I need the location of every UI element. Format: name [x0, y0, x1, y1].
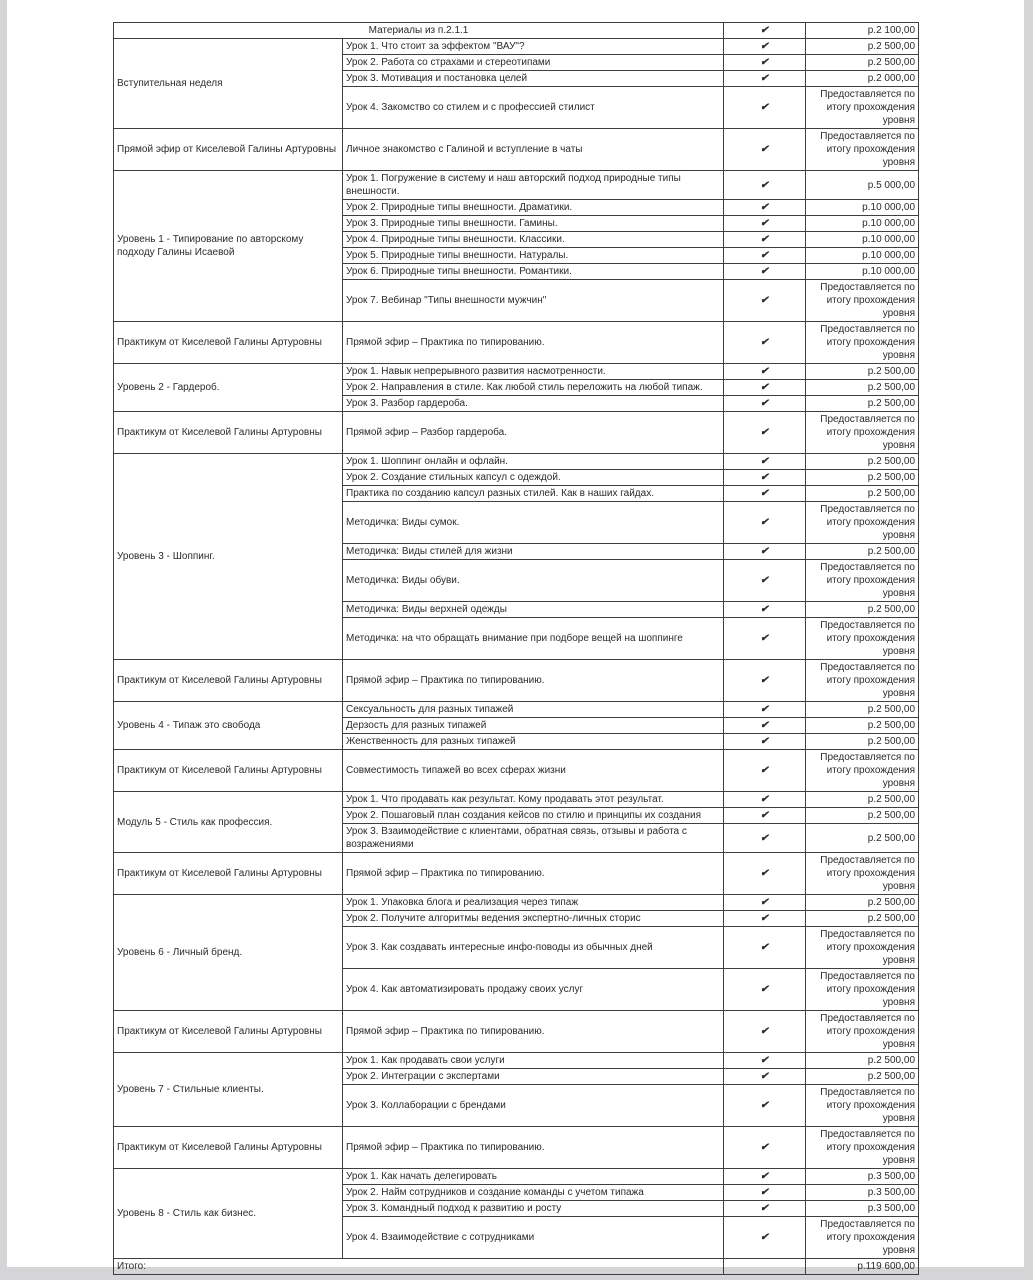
price-cell: р.2 500,00	[806, 470, 919, 486]
checkmark-icon: ✔	[724, 1053, 806, 1069]
checkmark-icon: ✔	[724, 1169, 806, 1185]
lesson-name-cell: Методичка: на что обращать внимание при подборе вещей на шоппинге	[343, 618, 724, 660]
checkmark-icon: ✔	[724, 248, 806, 264]
price-cell: р.2 500,00	[806, 808, 919, 824]
price-cell: р.2 500,00	[806, 364, 919, 380]
checkmark-icon: ✔	[724, 364, 806, 380]
price-cell: р.10 000,00	[806, 216, 919, 232]
price-cell: р.3 500,00	[806, 1169, 919, 1185]
page-edge-left	[0, 0, 7, 1280]
lesson-name-cell: Урок 2. Найм сотрудников и создание команды с учетом типажа	[343, 1185, 724, 1201]
table-row	[114, 1053, 919, 1069]
lesson-name-cell: Урок 2. Создание стильных капсул с одеждой.	[343, 470, 724, 486]
table-row	[114, 1169, 919, 1185]
lesson-name-cell: Методичка: Виды обуви.	[343, 560, 724, 602]
empty-check-cell	[724, 1259, 806, 1275]
checkmark-icon: ✔	[724, 55, 806, 71]
table-row	[114, 454, 919, 470]
section-name-cell: Практикум от Киселевой Галины Артуровны	[114, 853, 343, 895]
lesson-name-cell: Урок 3. Природные типы внешности. Гамины.	[343, 216, 724, 232]
lesson-name-cell: Урок 4. Природные типы внешности. Классики.	[343, 232, 724, 248]
checkmark-icon: ✔	[724, 1201, 806, 1217]
price-cell: р.2 500,00	[806, 702, 919, 718]
checkmark-icon: ✔	[724, 824, 806, 853]
table-row	[114, 39, 919, 55]
checkmark-icon: ✔	[724, 23, 806, 39]
table-row	[114, 702, 919, 718]
checkmark-icon: ✔	[724, 560, 806, 602]
checkmark-icon: ✔	[724, 853, 806, 895]
lesson-name-cell: Прямой эфир – Практика по типированию.	[343, 853, 724, 895]
lesson-name-cell: Урок 2. Природные типы внешности. Драматики.	[343, 200, 724, 216]
checkmark-icon: ✔	[724, 660, 806, 702]
checkmark-icon: ✔	[724, 792, 806, 808]
section-name-cell: Практикум от Киселевой Галины Артуровны	[114, 1127, 343, 1169]
lesson-name-cell: Урок 2. Направления в стиле. Как любой стиль переложить на любой типаж.	[343, 380, 724, 396]
section-name-cell: Уровень 8 - Стиль как бизнес.	[114, 1169, 343, 1259]
lesson-name-cell: Прямой эфир – Практика по типированию.	[343, 1011, 724, 1053]
section-name-cell: Уровень 7 - Стильные клиенты.	[114, 1053, 343, 1127]
table-row	[114, 1127, 919, 1169]
provided-on-completion-cell: Предоставляется по итогу прохождения уровня	[806, 87, 919, 129]
lesson-name-cell: Сексуальность для разных типажей	[343, 702, 724, 718]
provided-on-completion-cell: Предоставляется по итогу прохождения уровня	[806, 660, 919, 702]
lesson-name-cell: Урок 3. Разбор гардероба.	[343, 396, 724, 412]
provided-on-completion-cell: Предоставляется по итогу прохождения уровня	[806, 750, 919, 792]
lesson-name-cell: Методичка: Виды верхней одежды	[343, 602, 724, 618]
section-name-cell: Практикум от Киселевой Галины Артуровны	[114, 750, 343, 792]
price-cell: р.2 500,00	[806, 396, 919, 412]
checkmark-icon: ✔	[724, 602, 806, 618]
price-cell: р.3 500,00	[806, 1185, 919, 1201]
lesson-name-cell: Прямой эфир – Практика по типированию.	[343, 1127, 724, 1169]
materials-title-cell: Материалы из п.2.1.1	[114, 23, 724, 39]
provided-on-completion-cell: Предоставляется по итогу прохождения уровня	[806, 412, 919, 454]
checkmark-icon: ✔	[724, 808, 806, 824]
section-name-cell: Практикум от Киселевой Галины Артуровны	[114, 660, 343, 702]
checkmark-icon: ✔	[724, 216, 806, 232]
lesson-name-cell: Урок 1. Что стоит за эффектом "ВАУ"?	[343, 39, 724, 55]
checkmark-icon: ✔	[724, 1069, 806, 1085]
checkmark-icon: ✔	[724, 1127, 806, 1169]
price-cell: р.2 500,00	[806, 911, 919, 927]
provided-on-completion-cell: Предоставляется по итогу прохождения уровня	[806, 1217, 919, 1259]
checkmark-icon: ✔	[724, 322, 806, 364]
course-pricing-table-container	[113, 22, 919, 1275]
section-name-cell: Уровень 3 - Шоппинг.	[114, 454, 343, 660]
checkmark-icon: ✔	[724, 895, 806, 911]
provided-on-completion-cell: Предоставляется по итогу прохождения уровня	[806, 927, 919, 969]
table-row	[114, 364, 919, 380]
price-cell: р.2 500,00	[806, 792, 919, 808]
lesson-name-cell: Женственность для разных типажей	[343, 734, 724, 750]
table-row	[114, 660, 919, 702]
checkmark-icon: ✔	[724, 380, 806, 396]
checkmark-icon: ✔	[724, 734, 806, 750]
table-row	[114, 792, 919, 808]
table-row	[114, 895, 919, 911]
price-cell: р.10 000,00	[806, 232, 919, 248]
checkmark-icon: ✔	[724, 71, 806, 87]
checkmark-icon: ✔	[724, 911, 806, 927]
section-name-cell: Практикум от Киселевой Галины Артуровны	[114, 412, 343, 454]
checkmark-icon: ✔	[724, 1185, 806, 1201]
provided-on-completion-cell: Предоставляется по итогу прохождения уровня	[806, 853, 919, 895]
section-name-cell: Практикум от Киселевой Галины Артуровны	[114, 1011, 343, 1053]
table-row	[114, 1011, 919, 1053]
checkmark-icon: ✔	[724, 927, 806, 969]
page-edge-right	[1024, 0, 1033, 1280]
checkmark-icon: ✔	[724, 39, 806, 55]
price-cell: р.2 500,00	[806, 486, 919, 502]
lesson-name-cell: Урок 1. Шоппинг онлайн и офлайн.	[343, 454, 724, 470]
price-cell: р.2 500,00	[806, 55, 919, 71]
provided-on-completion-cell: Предоставляется по итогу прохождения уровня	[806, 1127, 919, 1169]
table-row	[114, 171, 919, 200]
section-name-cell: Вступительная неделя	[114, 39, 343, 129]
provided-on-completion-cell: Предоставляется по итогу прохождения уровня	[806, 322, 919, 364]
checkmark-icon: ✔	[724, 171, 806, 200]
lesson-name-cell: Урок 5. Природные типы внешности. Натуралы.	[343, 248, 724, 264]
price-cell: р.2 000,00	[806, 71, 919, 87]
section-name-cell: Модуль 5 - Стиль как профессия.	[114, 792, 343, 853]
lesson-name-cell: Урок 6. Природные типы внешности. Романтики.	[343, 264, 724, 280]
checkmark-icon: ✔	[724, 412, 806, 454]
lesson-name-cell: Урок 3. Как создавать интересные инфо-поводы из обычных дней	[343, 927, 724, 969]
checkmark-icon: ✔	[724, 129, 806, 171]
lesson-name-cell: Урок 1. Что продавать как результат. Кому продавать этот результат.	[343, 792, 724, 808]
price-cell: р.2 500,00	[806, 1053, 919, 1069]
price-cell: р.2 500,00	[806, 718, 919, 734]
lesson-name-cell: Урок 3. Коллаборации с брендами	[343, 1085, 724, 1127]
lesson-name-cell: Урок 3. Мотивация и постановка целей	[343, 71, 724, 87]
lesson-name-cell: Урок 1. Как продавать свои услуги	[343, 1053, 724, 1069]
provided-on-completion-cell: Предоставляется по итогу прохождения уровня	[806, 502, 919, 544]
table-row	[114, 129, 919, 171]
course-table-body	[114, 23, 919, 1275]
price-cell: р.2 500,00	[806, 602, 919, 618]
section-name-cell: Прямой эфир от Киселевой Галины Артуровны	[114, 129, 343, 171]
price-cell: р.5 000,00	[806, 171, 919, 200]
provided-on-completion-cell: Предоставляется по итогу прохождения уровня	[806, 1085, 919, 1127]
price-cell: р.2 500,00	[806, 895, 919, 911]
lesson-name-cell: Урок 7. Вебинар "Типы внешности мужчин"	[343, 280, 724, 322]
lesson-name-cell: Урок 3. Взаимодействие с клиентами, обратная связь, отзывы и работа с возражениями	[343, 824, 724, 853]
checkmark-icon: ✔	[724, 87, 806, 129]
price-cell: р.2 500,00	[806, 454, 919, 470]
section-name-cell: Уровень 4 - Типаж это свобода	[114, 702, 343, 750]
checkmark-icon: ✔	[724, 470, 806, 486]
lesson-name-cell: Урок 2. Пошаговый план создания кейсов по стилю и принципы их создания	[343, 808, 724, 824]
checkmark-icon: ✔	[724, 718, 806, 734]
checkmark-icon: ✔	[724, 502, 806, 544]
checkmark-icon: ✔	[724, 232, 806, 248]
provided-on-completion-cell: Предоставляется по итогу прохождения уровня	[806, 618, 919, 660]
price-cell: р.2 500,00	[806, 734, 919, 750]
lesson-name-cell: Личное знакомство с Галиной и вступление в чаты	[343, 129, 724, 171]
lesson-name-cell: Совместимость типажей во всех сферах жизни	[343, 750, 724, 792]
lesson-name-cell: Урок 1. Погружение в систему и наш авторский подход природные типы внешности.	[343, 171, 724, 200]
price-cell: р.2 500,00	[806, 380, 919, 396]
price-cell: р.10 000,00	[806, 248, 919, 264]
checkmark-icon: ✔	[724, 969, 806, 1011]
lesson-name-cell: Урок 2. Интеграции с экспертами	[343, 1069, 724, 1085]
price-cell: р.2 500,00	[806, 1069, 919, 1085]
provided-on-completion-cell: Предоставляется по итогу прохождения уровня	[806, 129, 919, 171]
checkmark-icon: ✔	[724, 618, 806, 660]
lesson-name-cell: Прямой эфир – Разбор гардероба.	[343, 412, 724, 454]
checkmark-icon: ✔	[724, 486, 806, 502]
price-cell: р.2 500,00	[806, 544, 919, 560]
checkmark-icon: ✔	[724, 1085, 806, 1127]
checkmark-icon: ✔	[724, 264, 806, 280]
price-cell: р.2 500,00	[806, 824, 919, 853]
section-name-cell: Уровень 2 - Гардероб.	[114, 364, 343, 412]
price-cell: р.2 500,00	[806, 39, 919, 55]
checkmark-icon: ✔	[724, 454, 806, 470]
table-row	[114, 23, 919, 39]
lesson-name-cell: Урок 4. Закомство со стилем и с профессией стилист	[343, 87, 724, 129]
price-cell: р.3 500,00	[806, 1201, 919, 1217]
lesson-name-cell: Методичка: Виды стилей для жизни	[343, 544, 724, 560]
lesson-name-cell: Урок 1. Навык непрерывного развития насмотренности.	[343, 364, 724, 380]
lesson-name-cell: Прямой эфир – Практика по типированию.	[343, 660, 724, 702]
total-label-cell: Итого:	[114, 1259, 724, 1275]
lesson-name-cell: Урок 4. Взаимодействие с сотрудниками	[343, 1217, 724, 1259]
checkmark-icon: ✔	[724, 396, 806, 412]
price-cell: р.10 000,00	[806, 264, 919, 280]
table-row	[114, 1259, 919, 1275]
lesson-name-cell: Дерзость для разных типажей	[343, 718, 724, 734]
checkmark-icon: ✔	[724, 544, 806, 560]
provided-on-completion-cell: Предоставляется по итогу прохождения уровня	[806, 969, 919, 1011]
checkmark-icon: ✔	[724, 702, 806, 718]
provided-on-completion-cell: Предоставляется по итогу прохождения уровня	[806, 1011, 919, 1053]
table-row	[114, 322, 919, 364]
course-pricing-table	[113, 22, 919, 1275]
total-price-cell: р.119 600,00	[806, 1259, 919, 1275]
lesson-name-cell: Методичка: Виды сумок.	[343, 502, 724, 544]
lesson-name-cell: Урок 2. Работа со страхами и стереотипами	[343, 55, 724, 71]
section-name-cell: Уровень 1 - Типирование по авторскому подходу Галины Исаевой	[114, 171, 343, 322]
table-row	[114, 412, 919, 454]
lesson-name-cell: Урок 2. Получите алгоритмы ведения экспертно-личных сторис	[343, 911, 724, 927]
checkmark-icon: ✔	[724, 280, 806, 322]
provided-on-completion-cell: Предоставляется по итогу прохождения уровня	[806, 560, 919, 602]
lesson-name-cell: Урок 4. Как автоматизировать продажу своих услуг	[343, 969, 724, 1011]
lesson-name-cell: Прямой эфир – Практика по типированию.	[343, 322, 724, 364]
table-row	[114, 750, 919, 792]
lesson-name-cell: Урок 1. Упаковка блога и реализация через типаж	[343, 895, 724, 911]
checkmark-icon: ✔	[724, 750, 806, 792]
checkmark-icon: ✔	[724, 1217, 806, 1259]
lesson-name-cell: Практика по созданию капсул разных стилей. Как в наших гайдах.	[343, 486, 724, 502]
checkmark-icon: ✔	[724, 1011, 806, 1053]
section-name-cell: Уровень 6 - Личный бренд.	[114, 895, 343, 1011]
table-row	[114, 853, 919, 895]
lesson-name-cell: Урок 3. Командный подход к развитию и росту	[343, 1201, 724, 1217]
lesson-name-cell: Урок 1. Как начать делегировать	[343, 1169, 724, 1185]
section-name-cell: Практикум от Киселевой Галины Артуровны	[114, 322, 343, 364]
provided-on-completion-cell: Предоставляется по итогу прохождения уровня	[806, 280, 919, 322]
price-cell: р.2 100,00	[806, 23, 919, 39]
price-cell: р.10 000,00	[806, 200, 919, 216]
checkmark-icon: ✔	[724, 200, 806, 216]
